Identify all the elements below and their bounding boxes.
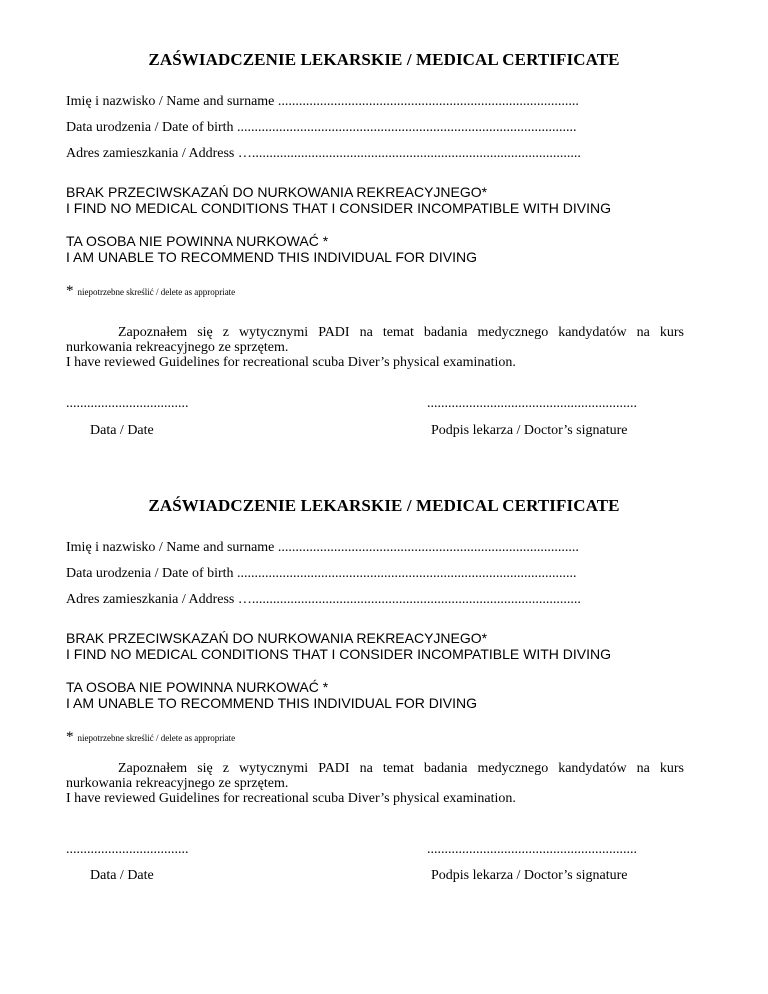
note-text: niepotrzebne skreślić / delete as appropriate — [77, 733, 236, 743]
no-contraindications-en: I FIND NO MEDICAL CONDITIONS THAT I CONSIDER INCOMPATIBLE WITH DIVING — [66, 200, 612, 216]
unable-to-recommend-statement — [66, 233, 477, 265]
asterisk: * — [66, 283, 74, 299]
delete-as-appropriate-note — [66, 282, 235, 300]
signature-input-line[interactable]: ............................................................ — [427, 396, 637, 411]
reviewed-pl-line1: Zapoznałem się z wytycznymi PADI na temat badania medycznego kandydatów na kurs — [118, 761, 684, 776]
reviewed-en: I have reviewed Guidelines for recreational scuba Diver’s physical examination. — [66, 791, 516, 806]
no-contraindications-pl: BRAK PRZECIWSKAZAŃ DO NURKOWANIA REKREACYJNEGO* — [66, 184, 488, 200]
no-contraindications-statement — [66, 184, 611, 216]
date-label: Data / Date — [90, 423, 154, 438]
date-of-birth-field[interactable]: Data urodzenia / Date of birth ................................................................................................. — [66, 120, 577, 135]
unable-to-recommend-pl: TA OSOBA NIE POWINNA NURKOWAĆ * — [66, 679, 329, 695]
certificate-title: ZAŚWIADCZENIE LEKARSKIE / MEDICAL CERTIFICATE — [148, 496, 620, 515]
reviewed-pl-line2: nurkowania rekreacyjnego ze sprzętem. — [66, 776, 289, 791]
no-contraindications-statement — [66, 630, 611, 662]
unable-to-recommend-statement — [66, 679, 477, 711]
unable-to-recommend-pl: TA OSOBA NIE POWINNA NURKOWAĆ * — [66, 233, 329, 249]
address-field[interactable]: Adres zamieszkania / Address ….............................................................................................. — [66, 592, 581, 607]
certificate-title: ZAŚWIADCZENIE LEKARSKIE / MEDICAL CERTIFICATE — [148, 50, 620, 69]
address-field[interactable]: Adres zamieszkania / Address ….............................................................................................. — [66, 146, 581, 161]
date-input-line[interactable]: ................................... — [66, 842, 189, 857]
no-contraindications-pl: BRAK PRZECIWSKAZAŃ DO NURKOWANIA REKREACYJNEGO* — [66, 630, 488, 646]
reviewed-en: I have reviewed Guidelines for recreational scuba Diver’s physical examination. — [66, 355, 516, 370]
name-surname-field[interactable]: Imię i nazwisko / Name and surname ...................................................................................... — [66, 540, 579, 555]
unable-to-recommend-en: I AM UNABLE TO RECOMMEND THIS INDIVIDUAL FOR DIVING — [66, 695, 477, 711]
note-text: niepotrzebne skreślić / delete as appropriate — [77, 287, 236, 297]
unable-to-recommend-en: I AM UNABLE TO RECOMMEND THIS INDIVIDUAL FOR DIVING — [66, 249, 477, 265]
reviewed-guidelines-paragraph — [66, 325, 684, 370]
signature-label: Podpis lekarza / Doctor’s signature — [431, 868, 628, 883]
no-contraindications-en: I FIND NO MEDICAL CONDITIONS THAT I CONSIDER INCOMPATIBLE WITH DIVING — [66, 646, 612, 662]
delete-as-appropriate-note — [66, 728, 235, 746]
name-surname-field[interactable]: Imię i nazwisko / Name and surname ...................................................................................... — [66, 94, 579, 109]
reviewed-pl-line2: nurkowania rekreacyjnego ze sprzętem. — [66, 340, 289, 355]
signature-label: Podpis lekarza / Doctor’s signature — [431, 423, 628, 438]
date-label: Data / Date — [90, 868, 154, 883]
reviewed-pl-line1: Zapoznałem się z wytycznymi PADI na temat badania medycznego kandydatów na kurs — [118, 325, 684, 340]
asterisk: * — [66, 729, 74, 745]
date-of-birth-field[interactable]: Data urodzenia / Date of birth ................................................................................................. — [66, 566, 577, 581]
reviewed-guidelines-paragraph — [66, 761, 684, 806]
signature-input-line[interactable]: ............................................................ — [427, 842, 637, 857]
date-input-line[interactable]: ................................... — [66, 396, 189, 411]
